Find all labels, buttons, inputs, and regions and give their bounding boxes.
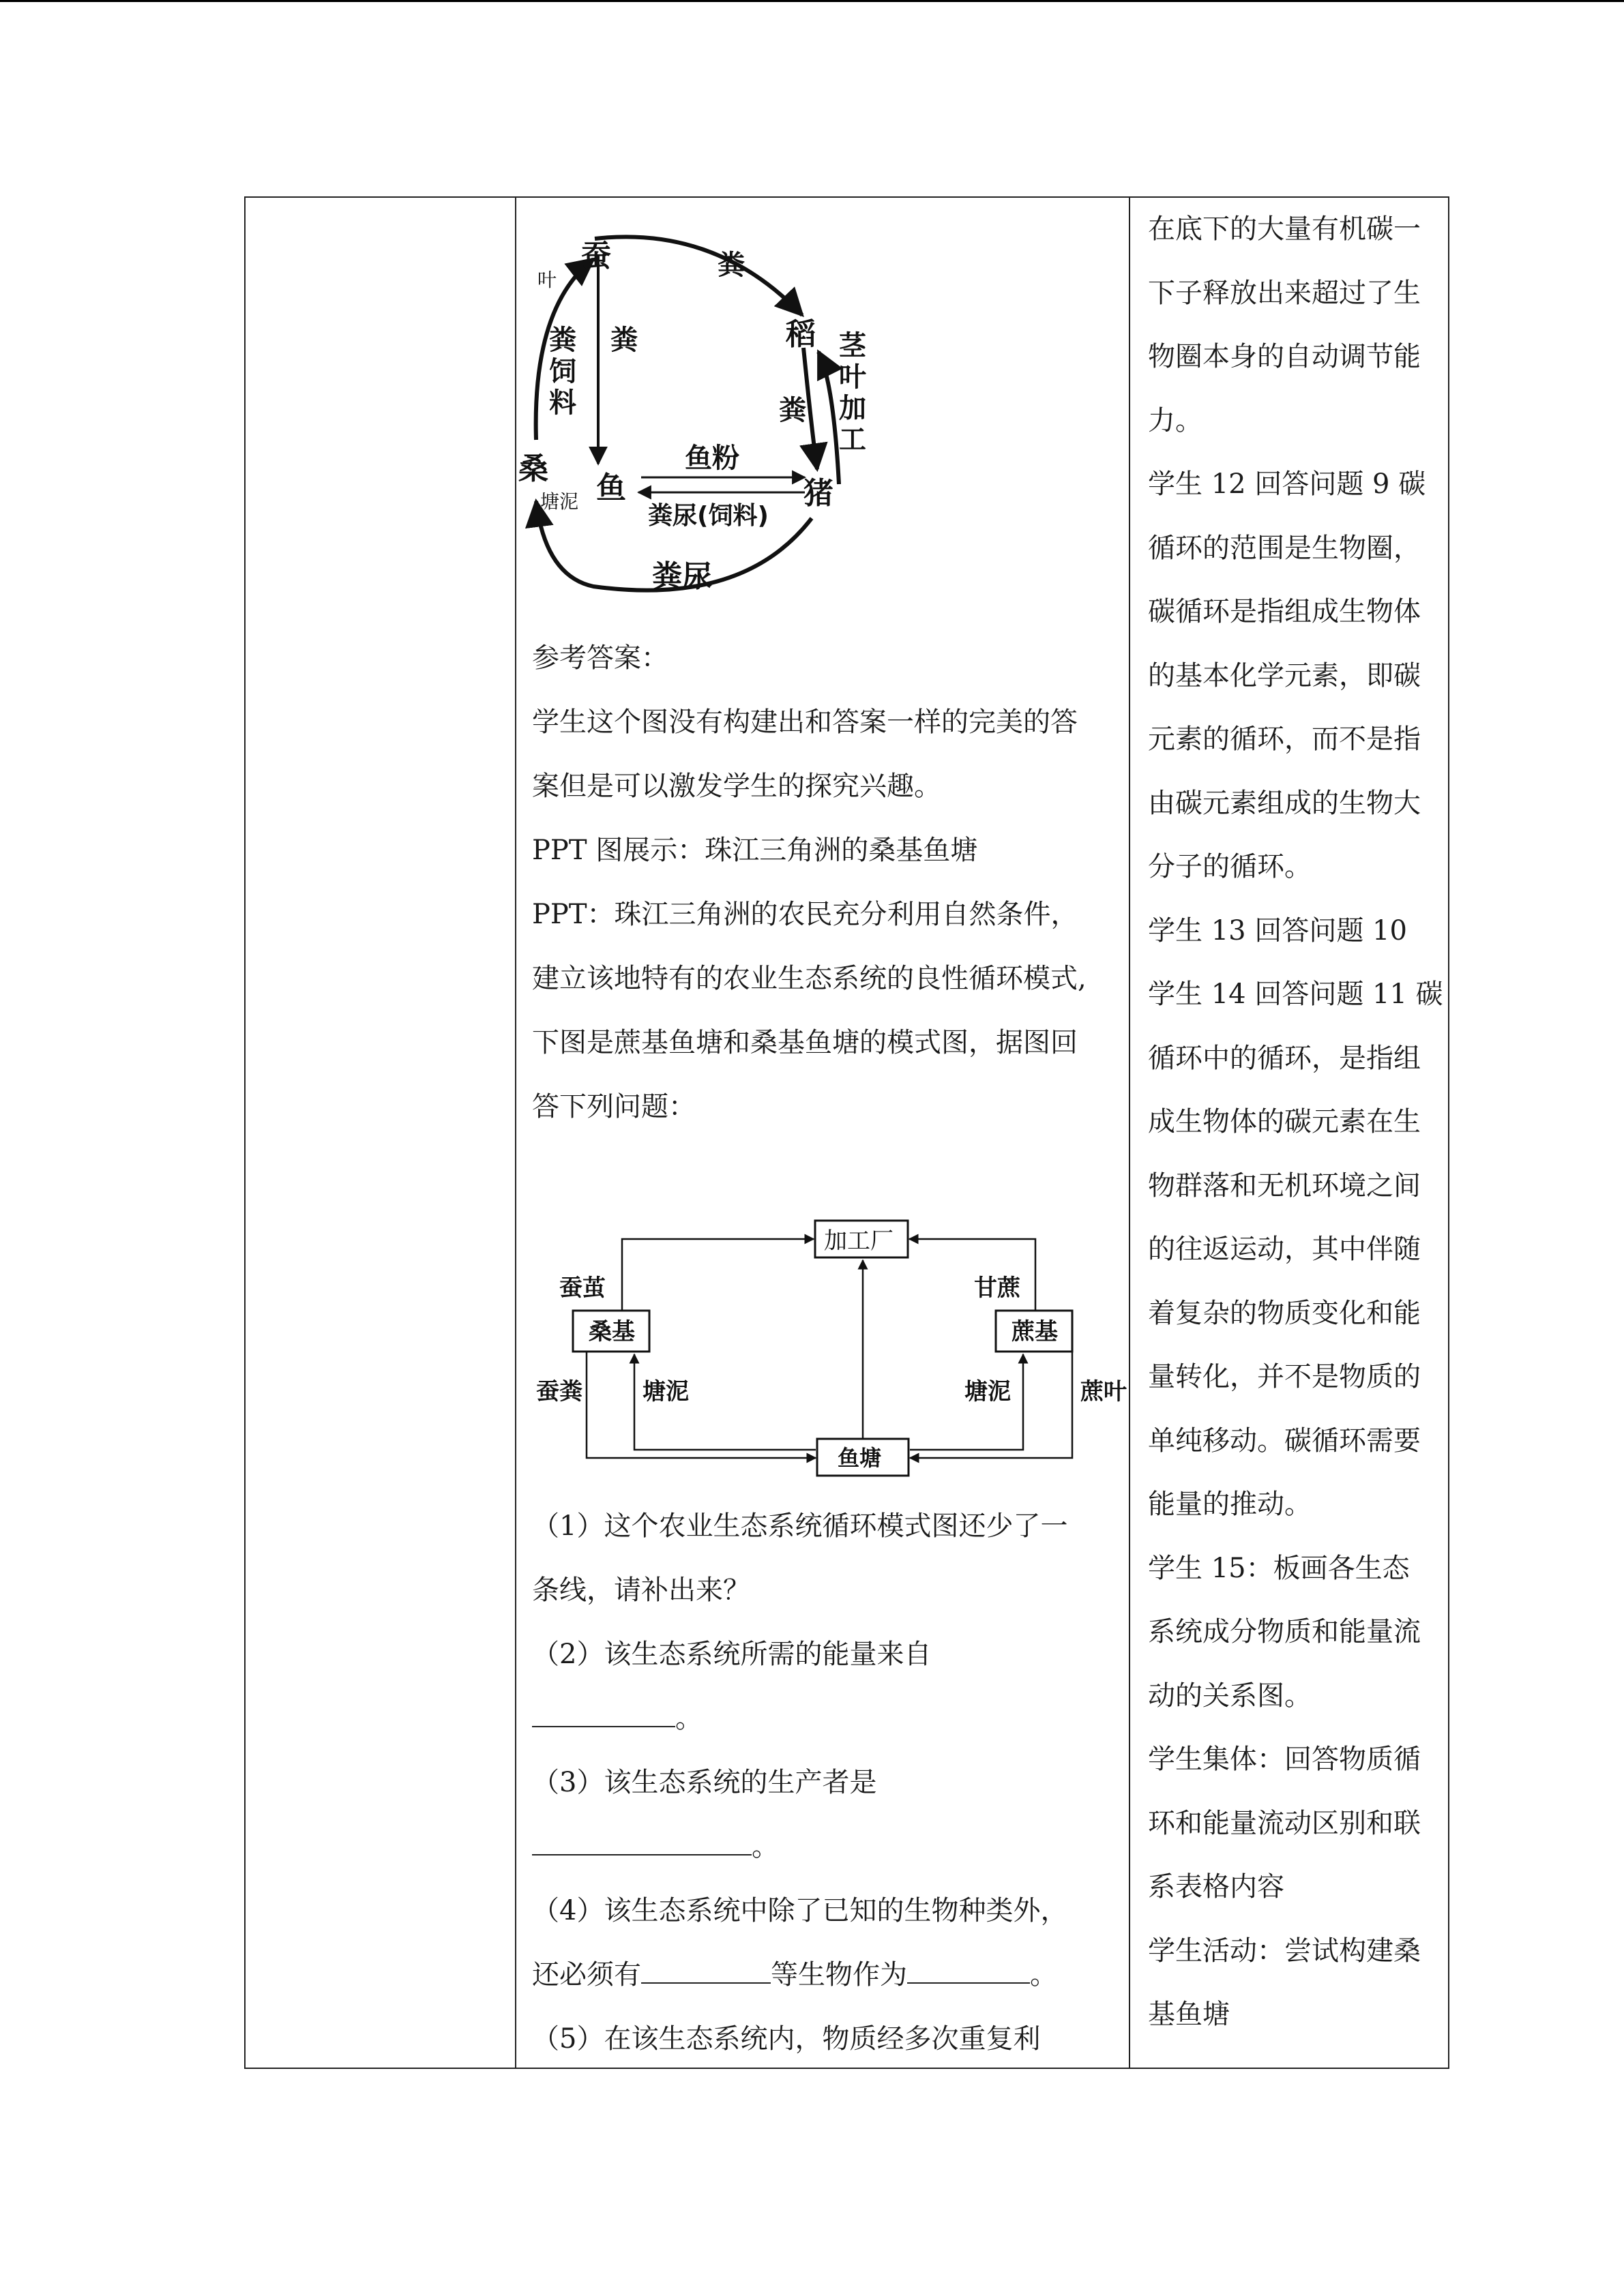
- label-bottom-manure: 粪尿: [652, 559, 712, 594]
- right-line: 成生物体的碳元素在生: [1148, 1106, 1421, 1137]
- right-line: 的基本化学元素，即碳: [1148, 659, 1421, 691]
- label-pond-mud-right: 塘泥: [964, 1378, 1011, 1405]
- question-4-line-2: [532, 1943, 1125, 2007]
- node-fish: 鱼: [596, 471, 626, 505]
- question-4-line-1: （4）该生态系统中除了已知的生物种类外，: [532, 1895, 1068, 1926]
- question-2-end: 。: [675, 1703, 703, 1734]
- label-feces-feed-1: 粪: [549, 325, 576, 356]
- ppt-line-3: 下图是蔗基鱼塘和桑基鱼塘的模式图，据图回: [532, 1027, 1078, 1058]
- label-feces-down: 粪: [610, 325, 638, 356]
- label-cane-base: 蔗基: [1012, 1318, 1058, 1345]
- right-line: 力。: [1148, 404, 1202, 436]
- right-line: 能量的推动。: [1148, 1489, 1312, 1520]
- right-line: 学生集体：回答物质循: [1148, 1744, 1421, 1775]
- student-activity-column: [1148, 198, 1448, 2047]
- label-pond-mud-left: 塘泥: [643, 1378, 689, 1405]
- label-feces-feed-2: 饲: [549, 356, 576, 387]
- right-line: 基鱼塘: [1148, 1999, 1230, 2030]
- label-top-feces: 粪: [718, 250, 745, 281]
- node-mulberry: 桑: [518, 451, 548, 486]
- column-divider-2: [1129, 198, 1130, 2068]
- right-line: 量转化，并不是物质的: [1148, 1361, 1421, 1392]
- right-line: 分子的循环。: [1148, 851, 1312, 882]
- question-4-part-b: 等生物作为: [771, 1959, 907, 1991]
- label-mulberry-base: 桑基: [589, 1318, 635, 1345]
- question-5-line-1: （5）在该生态系统内，物质经多次重复利: [532, 2023, 1041, 2055]
- label-sugarcane: 甘蔗: [974, 1274, 1020, 1302]
- right-line: 由碳元素组成的生物大: [1148, 787, 1421, 819]
- right-line: 着复杂的物质变化和能: [1148, 1297, 1421, 1329]
- label-stem-2: 叶: [839, 361, 866, 393]
- node-rice: 稻: [786, 317, 816, 352]
- answer-line-1: 学生这个图没有构建出和答案一样的完美的答: [532, 706, 1078, 738]
- right-line: 学生活动：尝试构建桑: [1148, 1935, 1421, 1967]
- right-line: 物圈本身的自动调节能: [1148, 341, 1421, 372]
- right-line: 学生 15：板画各生态: [1148, 1552, 1410, 1584]
- right-line: 物群落和无机环境之间: [1148, 1169, 1421, 1202]
- ppt-line-4: 答下列问题：: [532, 1091, 696, 1122]
- right-line: 元素的循环，而不是指: [1148, 724, 1421, 755]
- question-1-line-2: 条线，请补出来？: [532, 1575, 750, 1606]
- right-line: 学生 13 回答问题 10: [1148, 914, 1407, 946]
- question-1-line-1: （1）这个农业生态系统循环模式图还少了一: [532, 1510, 1068, 1542]
- right-line: 的往返运动，其中伴随: [1148, 1234, 1421, 1265]
- right-line: 环和能量流动区别和联: [1148, 1807, 1421, 1839]
- right-line: 循环的范围是生物圈，: [1148, 532, 1421, 564]
- label-pond-mud: 塘泥: [540, 490, 579, 513]
- label-leaf: 叶: [537, 269, 557, 291]
- right-line: 单纯移动。碳循环需要: [1148, 1425, 1421, 1457]
- ppt-show-line: PPT 图展示：珠江三角洲的桑基鱼塘: [532, 835, 978, 866]
- label-rice-feces: 粪: [779, 395, 806, 426]
- answer-line-2: 案但是可以激发学生的探究兴趣。: [532, 771, 941, 802]
- label-fish-pond: 鱼塘: [838, 1445, 882, 1471]
- question-4-blank-a[interactable]: [641, 1959, 771, 1984]
- right-line: 动的关系图。: [1148, 1680, 1312, 1712]
- label-feces-feed-3: 料: [549, 387, 576, 419]
- node-pig: 猪: [803, 476, 833, 511]
- label-silkworm-feces: 蚕粪: [536, 1378, 582, 1405]
- right-line: 循环中的循环，是指组: [1148, 1042, 1421, 1074]
- question-3-line-1: （3）该生态系统的生产者是: [532, 1767, 877, 1798]
- label-factory: 加工厂: [824, 1227, 894, 1255]
- right-line: 下子释放出来超过了生: [1148, 277, 1421, 309]
- right-line: 碳循环是指组成生物体: [1148, 596, 1421, 627]
- question-2-blank[interactable]: [532, 1703, 675, 1727]
- right-line: 系统成分物质和能量流: [1148, 1616, 1421, 1648]
- label-stem-1: 茎: [839, 330, 866, 361]
- mulberry-fish-cycle-diagram: [518, 198, 873, 621]
- column-divider-1: [515, 198, 516, 2068]
- question-4-end: 。: [1030, 1959, 1057, 1991]
- label-cocoon: 蚕茧: [559, 1274, 606, 1302]
- question-3-blank[interactable]: [532, 1831, 752, 1855]
- ppt-line-2: 建立该地特有的农业生态系统的良性循环模式,: [532, 963, 1087, 994]
- lesson-table: [244, 196, 1449, 2069]
- label-fishmeal: 鱼粉: [685, 443, 739, 474]
- ppt-line-1: PPT：珠江三角洲的农民充分利用自然条件，: [532, 899, 1078, 930]
- node-silkworm: 蚕: [581, 239, 611, 273]
- label-manure-feed: 粪尿(饲料): [648, 502, 769, 530]
- right-line: 在底下的大量有机碳一: [1148, 213, 1421, 245]
- question-3-blank-line: [532, 1815, 1125, 1879]
- answer-title: 参考答案：: [532, 642, 668, 674]
- question-4-blank-b[interactable]: [907, 1959, 1030, 1984]
- label-stem-3: 加: [839, 393, 866, 424]
- label-cane-leaf: 蔗叶: [1080, 1378, 1127, 1405]
- question-2-blank-line: [532, 1686, 1125, 1750]
- right-line: 系表格内容: [1148, 1871, 1284, 1903]
- answer-section: [532, 626, 1125, 1139]
- question-4-part-a: 还必须有: [532, 1959, 641, 1991]
- label-stem-4: 工: [839, 424, 866, 456]
- question-2-line-1: （2）该生态系统所需的能量来自: [532, 1639, 932, 1670]
- question-3-end: 。: [752, 1831, 779, 1862]
- questions-section: [532, 1494, 1125, 2071]
- page-top-border: [0, 0, 1624, 2]
- right-line: 学生 12 回答问题 9 碳: [1148, 468, 1426, 500]
- fish-pond-model-diagram: [532, 1207, 1127, 1493]
- right-line: 学生 14 回答问题 11 碳: [1148, 979, 1443, 1010]
